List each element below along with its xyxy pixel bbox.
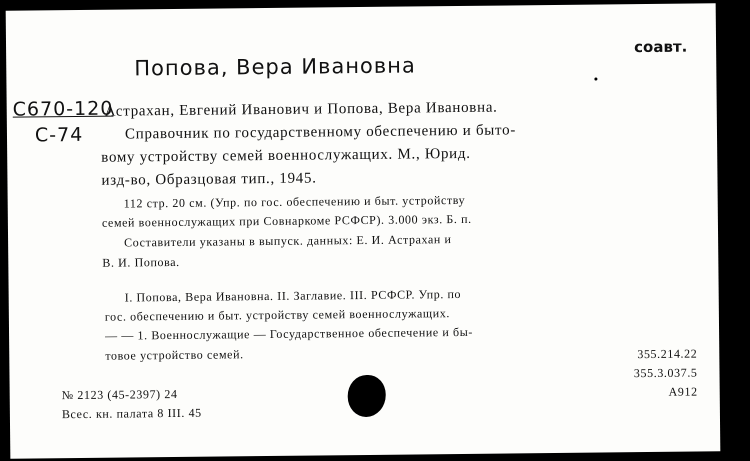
- desc-line-4: В. И. Попова.: [102, 254, 180, 270]
- tracing-line-4: товое устройство семей.: [105, 347, 244, 363]
- author-heading: Попова, Вера Ивановна: [134, 53, 416, 81]
- class-number-2: 355.3.037.5: [633, 365, 698, 381]
- call-number-top: С670-120: [12, 97, 114, 121]
- desc-line-1: 112 стр. 20 см. (Упр. по гос. обеспечению и быт. устройству: [123, 192, 466, 211]
- catalog-card: [6, 3, 721, 458]
- tracing-line-1: I. Попова, Вера Ивановна. II. Заглавие. III. РСФСР. Упр. по: [124, 286, 462, 305]
- title-line-4: изд-во, Образцовая тип., 1945.: [101, 170, 317, 189]
- tracing-line-2: гос. обеспечению и быт. устройству семей военнослужащих.: [104, 306, 450, 324]
- title-line-2: Справочник по государственному обеспечению и быто-: [124, 122, 517, 143]
- class-number-3: А912: [668, 384, 698, 399]
- call-number-bottom: С-74: [34, 123, 84, 147]
- footer-chamber: Всес. кн. палата 8 III. 45: [61, 405, 202, 422]
- punch-hole: [348, 375, 386, 417]
- title-line-1: Астрахан, Евгений Иванович и Попова, Вера Ивановна.: [104, 99, 498, 120]
- tracing-line-3: — — 1. Военнослужащие — Государственное обеспечение и бы-: [105, 324, 474, 343]
- coauthor-tag: соавт.: [633, 37, 688, 57]
- desc-line-2: семей военнослужащих при Совнаркоме РСФСР). 3.000 экз. Б. п.: [101, 211, 472, 230]
- title-line-3: вому устройству семей военнослужащих. М., Юрид.: [101, 145, 471, 166]
- ink-speck: [594, 78, 597, 81]
- class-number-1: 355.214.22: [637, 346, 698, 362]
- desc-line-3: Составители указаны в выпуск. данных: Е. И. Астрахан и: [124, 232, 452, 250]
- footer-record-number: № 2123 (45-2397) 24: [61, 386, 178, 403]
